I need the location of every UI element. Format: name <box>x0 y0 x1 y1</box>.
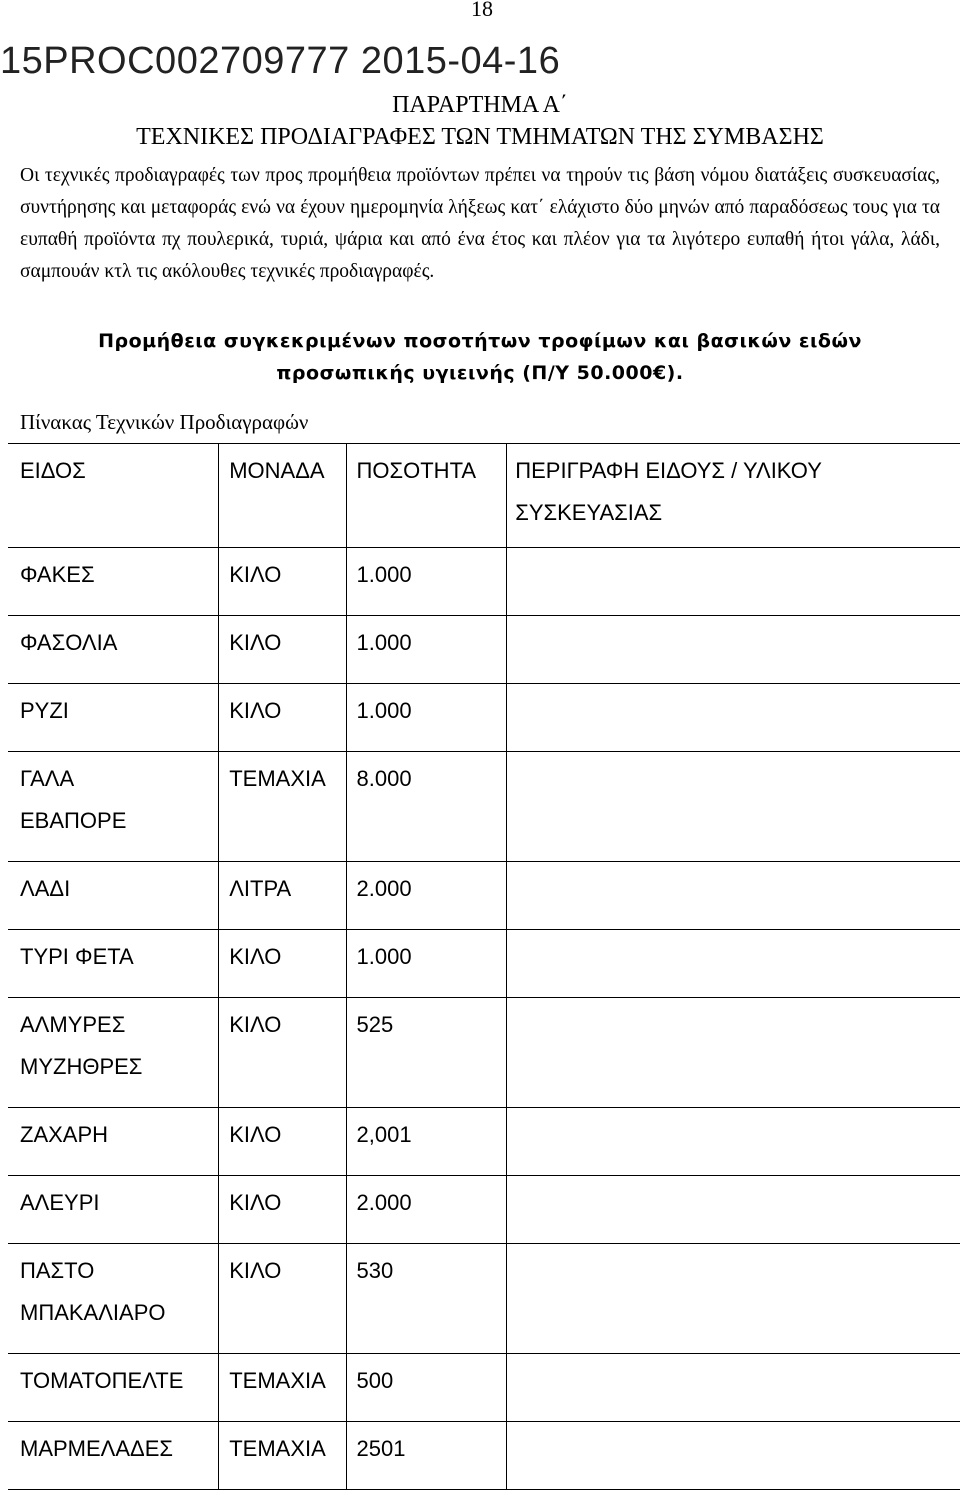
annex-subtitle: ΤΕΧΝΙΚΕΣ ΠΡΟΔΙΑΓΡΑΦΕΣ ΤΩΝ ΤΜΗΜΑΤΩΝ ΤΗΣ ΣΥΜΒΑΣΗΣ <box>136 124 824 150</box>
page-number: 18 <box>471 0 493 21</box>
quantity-cell-text: 2.000 <box>356 876 412 901</box>
item-cell-text: ΦΑΚΕΣ <box>20 562 95 587</box>
unit-cell <box>219 1244 346 1354</box>
specifications-table <box>8 443 960 1490</box>
item-cell <box>8 930 219 998</box>
header-item: ΕΙΔΟΣ <box>8 444 219 548</box>
table-row <box>8 548 960 616</box>
quantity-cell <box>346 548 507 616</box>
quantity-cell-text: 2501 <box>356 1436 406 1461</box>
item-cell-text: ΜΑΡΜΕΛΑΔΕΣ <box>20 1436 174 1461</box>
quantity-cell-text: 1.000 <box>356 630 412 655</box>
item-cell-text: ΑΛΜΥΡΕΣ ΜΥΖΗΘΡΕΣ <box>20 1012 143 1079</box>
description-cell <box>507 752 960 862</box>
item-cell-text: ΖΑΧΑΡΗ <box>20 1122 109 1147</box>
quantity-cell <box>346 1422 507 1490</box>
item-cell <box>8 1422 219 1490</box>
item-cell-text: ΦΑΣΟΛΙΑ <box>20 630 118 655</box>
description-cell <box>507 548 960 616</box>
quantity-cell-text: 2.000 <box>356 1190 412 1215</box>
unit-cell <box>219 930 346 998</box>
unit-cell <box>219 862 346 930</box>
item-cell-text: ΠΑΣΤΟ ΜΠΑΚΑΛΙΑΡΟ <box>20 1258 166 1325</box>
unit-cell <box>219 684 346 752</box>
quantity-cell-text: 1.000 <box>356 562 412 587</box>
item-cell-text: ΡΥΖΙ <box>20 698 69 723</box>
item-cell <box>8 616 219 684</box>
table-header-row <box>8 444 960 548</box>
quantity-cell <box>346 930 507 998</box>
header-description-text: ΠΕΡΙΓΡΑΦΗ ΕΙΔΟΥΣ / ΥΛΙΚΟΥ ΣΥΣΚΕΥΑΣΙΑΣ <box>515 458 822 525</box>
description-cell <box>507 1108 960 1176</box>
unit-cell <box>219 752 346 862</box>
table-row <box>8 1244 960 1354</box>
unit-cell-text: ΚΙΛΟ <box>229 698 282 723</box>
procurement-title <box>0 325 960 389</box>
quantity-cell-text: 525 <box>356 1012 394 1037</box>
quantity-cell <box>346 998 507 1108</box>
quantity-cell-text: 500 <box>356 1368 394 1393</box>
table-row <box>8 930 960 998</box>
quantity-cell-text: 8.000 <box>356 766 412 791</box>
item-cell <box>8 548 219 616</box>
description-cell <box>507 1422 960 1490</box>
table-row <box>8 1108 960 1176</box>
item-cell-text: ΛΑΔΙ <box>20 876 71 901</box>
item-cell <box>8 998 219 1108</box>
quantity-cell-text: 1.000 <box>356 944 412 969</box>
table-row <box>8 862 960 930</box>
unit-cell <box>219 616 346 684</box>
quantity-cell <box>346 862 507 930</box>
table-row <box>8 1354 960 1422</box>
description-cell <box>507 862 960 930</box>
document-id-watermark: 15PROC002709777 2015-04-16 <box>0 40 561 82</box>
description-cell <box>507 930 960 998</box>
unit-cell <box>219 1176 346 1244</box>
quantity-cell-text: 530 <box>356 1258 394 1283</box>
unit-cell-text: ΚΙΛΟ <box>229 630 282 655</box>
quantity-cell <box>346 1354 507 1422</box>
description-cell <box>507 1354 960 1422</box>
unit-cell-text: ΚΙΛΟ <box>229 1258 282 1283</box>
item-cell <box>8 752 219 862</box>
unit-cell-text: ΤΕΜΑΧΙΑ <box>229 1368 326 1393</box>
item-cell-text: ΓΑΛΑ ΕΒΑΠΟΡΕ <box>20 766 127 833</box>
procurement-title-line2: προσωπικής υγιεινής (Π/Υ 50.000€). <box>276 362 684 384</box>
description-cell <box>507 998 960 1108</box>
item-cell-text: ΑΛΕΥΡΙ <box>20 1190 100 1215</box>
unit-cell <box>219 998 346 1108</box>
item-cell <box>8 1244 219 1354</box>
unit-cell-text: ΚΙΛΟ <box>229 1012 282 1037</box>
unit-cell-text: ΤΕΜΑΧΙΑ <box>229 1436 326 1461</box>
table-row <box>8 616 960 684</box>
procurement-title-line1: Προμήθεια συγκεκριμένων ποσοτήτων τροφίμων και βασικών ειδών <box>98 330 862 352</box>
unit-cell-text: ΚΙΛΟ <box>229 562 282 587</box>
item-cell-text: ΤΟΜΑΤΟΠΕΛΤΕ <box>20 1368 184 1393</box>
table-row <box>8 684 960 752</box>
intro-paragraph: Οι τεχνικές προδιαγραφές των προς προμήθεια προϊόντων πρέπει να τηρούν τις βάση νόμου διατάξεις συσκευασίας, συντήρησης και μεταφοράς ενώ να έχουν ημερομηνία λήξεως κατ΄ ελάχιστο δύο μηνών από παραδόσεως τους για τα ευπαθή προϊόντα πχ πουλερικά, τυριά, ψάρια και από ένα έτος και πλέον για τα λιγότερο ευπαθή ήτοι γάλα, λάδι, σαμπουάν κτλ τις ακόλουθες τεχνικές προδιαγραφές. <box>20 165 940 282</box>
quantity-cell <box>346 1176 507 1244</box>
item-cell-text: ΤΥΡΙ ΦΕΤΑ <box>20 944 134 969</box>
unit-cell <box>219 548 346 616</box>
unit-cell <box>219 1354 346 1422</box>
description-cell <box>507 684 960 752</box>
table-row <box>8 998 960 1108</box>
quantity-cell-text: 1.000 <box>356 698 412 723</box>
item-cell <box>8 1108 219 1176</box>
unit-cell-text: ΤΕΜΑΧΙΑ <box>229 766 326 791</box>
unit-cell <box>219 1108 346 1176</box>
table-row <box>8 1422 960 1490</box>
item-cell <box>8 862 219 930</box>
unit-cell-text: ΛΙΤΡΑ <box>229 876 292 901</box>
description-cell <box>507 1244 960 1354</box>
unit-cell-text: ΚΙΛΟ <box>229 1122 282 1147</box>
quantity-cell-text: 2,001 <box>356 1122 412 1147</box>
quantity-cell <box>346 684 507 752</box>
header-quantity: ΠΟΣΟΤΗΤΑ <box>346 444 507 548</box>
unit-cell <box>219 1422 346 1490</box>
item-cell <box>8 1176 219 1244</box>
description-cell <box>507 1176 960 1244</box>
header-unit: ΜΟΝΑΔΑ <box>219 444 346 548</box>
unit-cell-text: ΚΙΛΟ <box>229 1190 282 1215</box>
quantity-cell <box>346 1108 507 1176</box>
quantity-cell <box>346 752 507 862</box>
header-description <box>507 444 960 548</box>
quantity-cell <box>346 1244 507 1354</box>
table-caption: Πίνακας Τεχνικών Προδιαγραφών <box>20 410 309 434</box>
annex-title: ΠΑΡΑΡΤΗΜΑ Α΄ <box>392 92 568 118</box>
item-cell <box>8 684 219 752</box>
table-row <box>8 1176 960 1244</box>
table-row <box>8 752 960 862</box>
item-cell <box>8 1354 219 1422</box>
quantity-cell <box>346 616 507 684</box>
description-cell <box>507 616 960 684</box>
unit-cell-text: ΚΙΛΟ <box>229 944 282 969</box>
